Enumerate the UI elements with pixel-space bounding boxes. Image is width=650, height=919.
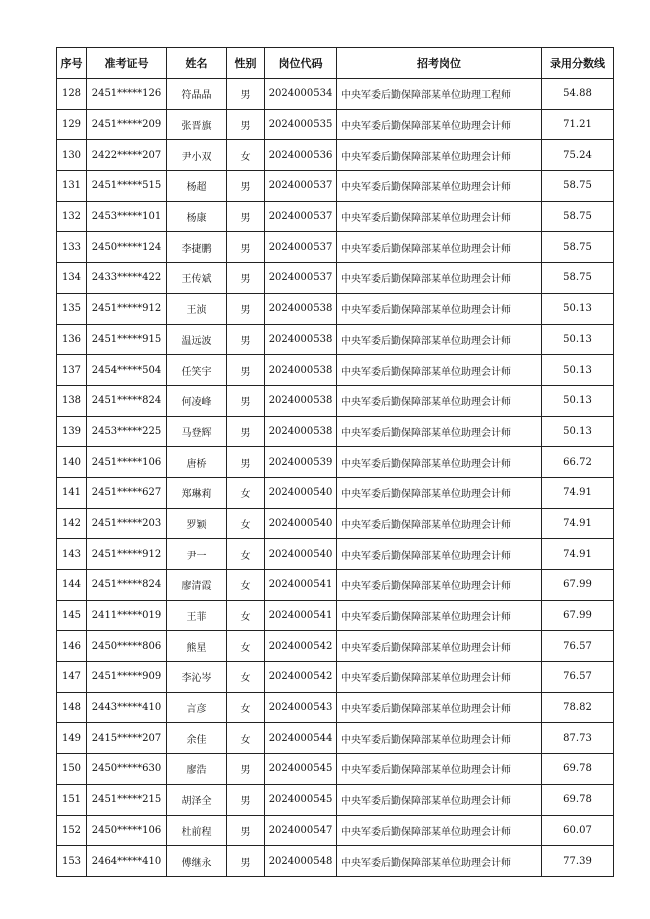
cell-exam-id: 2464*****410: [87, 846, 167, 877]
table-row: [57, 79, 614, 110]
cell-exam-id: 2451*****106: [87, 447, 167, 478]
cell-gender: 男: [227, 815, 265, 846]
cell-score: 75.24: [542, 140, 614, 171]
table-row: [57, 570, 614, 601]
cell-post: 中央军委后勤保障部某单位助理会计师: [337, 385, 542, 416]
cell-no: 136: [57, 324, 87, 355]
cell-name: 杨超: [167, 171, 227, 202]
cell-no: 150: [57, 754, 87, 785]
header-row: [57, 48, 614, 79]
cell-no: 137: [57, 355, 87, 386]
cell-post: 中央军委后勤保障部某单位助理会计师: [337, 631, 542, 662]
cell-gender: 男: [227, 171, 265, 202]
cell-post: 中央军委后勤保障部某单位助理会计师: [337, 846, 542, 877]
table-row: [57, 815, 614, 846]
cell-gender: 男: [227, 416, 265, 447]
cell-score: 50.13: [542, 324, 614, 355]
cell-exam-id: 2451*****627: [87, 477, 167, 508]
cell-exam-id: 2451*****203: [87, 508, 167, 539]
cell-post-code: 2024000541: [265, 570, 337, 601]
cell-score: 67.99: [542, 570, 614, 601]
cell-post: 中央军委后勤保障部某单位助理会计师: [337, 723, 542, 754]
cell-post: 中央军委后勤保障部某单位助理会计师: [337, 232, 542, 263]
cell-post-code: 2024000538: [265, 355, 337, 386]
cell-post-code: 2024000540: [265, 508, 337, 539]
cell-no: 147: [57, 662, 87, 693]
cell-name: 马登辉: [167, 416, 227, 447]
cell-no: 146: [57, 631, 87, 662]
table-row: [57, 600, 614, 631]
cell-score: 74.91: [542, 539, 614, 570]
cell-score: 58.75: [542, 232, 614, 263]
cell-no: 141: [57, 477, 87, 508]
cell-post-code: 2024000537: [265, 232, 337, 263]
header-exam-id: 准考证号: [87, 48, 167, 79]
cell-no: 148: [57, 692, 87, 723]
table-row: [57, 508, 614, 539]
header-score: 录用分数线: [542, 48, 614, 79]
cell-gender: 男: [227, 324, 265, 355]
cell-name: 余佳: [167, 723, 227, 754]
cell-no: 135: [57, 293, 87, 324]
table-body: [57, 79, 614, 877]
cell-exam-id: 2454*****504: [87, 355, 167, 386]
cell-post-code: 2024000538: [265, 416, 337, 447]
cell-score: 50.13: [542, 385, 614, 416]
cell-post: 中央军委后勤保障部某单位助理会计师: [337, 600, 542, 631]
table-row: [57, 171, 614, 202]
cell-post-code: 2024000544: [265, 723, 337, 754]
cell-post-code: 2024000537: [265, 263, 337, 294]
cell-no: 144: [57, 570, 87, 601]
header-post: 招考岗位: [337, 48, 542, 79]
cell-exam-id: 2450*****106: [87, 815, 167, 846]
header-name: 姓名: [167, 48, 227, 79]
cell-gender: 男: [227, 355, 265, 386]
cell-exam-id: 2451*****912: [87, 293, 167, 324]
cell-exam-id: 2433*****422: [87, 263, 167, 294]
cell-post-code: 2024000534: [265, 79, 337, 110]
cell-no: 134: [57, 263, 87, 294]
cell-gender: 女: [227, 692, 265, 723]
cell-name: 傅继永: [167, 846, 227, 877]
cell-score: 50.13: [542, 293, 614, 324]
cell-gender: 男: [227, 447, 265, 478]
cell-exam-id: 2451*****915: [87, 324, 167, 355]
cell-score: 76.57: [542, 631, 614, 662]
table-row: [57, 109, 614, 140]
cell-post: 中央军委后勤保障部某单位助理会计师: [337, 570, 542, 601]
cell-no: 140: [57, 447, 87, 478]
cell-name: 言彦: [167, 692, 227, 723]
cell-no: 131: [57, 171, 87, 202]
cell-post-code: 2024000548: [265, 846, 337, 877]
table-row: [57, 263, 614, 294]
cell-name: 李沁岑: [167, 662, 227, 693]
cell-name: 尹一: [167, 539, 227, 570]
cell-score: 60.07: [542, 815, 614, 846]
cell-post-code: 2024000535: [265, 109, 337, 140]
cell-gender: 男: [227, 201, 265, 232]
cell-post: 中央军委后勤保障部某单位助理会计师: [337, 293, 542, 324]
table-row: [57, 201, 614, 232]
cell-post-code: 2024000547: [265, 815, 337, 846]
table-row: [57, 662, 614, 693]
cell-exam-id: 2451*****824: [87, 385, 167, 416]
header-no: 序号: [57, 48, 87, 79]
cell-gender: 女: [227, 662, 265, 693]
cell-no: 128: [57, 79, 87, 110]
cell-exam-id: 2411*****019: [87, 600, 167, 631]
cell-name: 温远波: [167, 324, 227, 355]
cell-score: 66.72: [542, 447, 614, 478]
cell-gender: 女: [227, 570, 265, 601]
cell-name: 尹小双: [167, 140, 227, 171]
cell-exam-id: 2450*****124: [87, 232, 167, 263]
cell-exam-id: 2450*****806: [87, 631, 167, 662]
cell-post-code: 2024000543: [265, 692, 337, 723]
cell-score: 74.91: [542, 477, 614, 508]
cell-post: 中央军委后勤保障部某单位助理会计师: [337, 447, 542, 478]
table-row: [57, 539, 614, 570]
table-row: [57, 324, 614, 355]
cell-score: 87.73: [542, 723, 614, 754]
table-row: [57, 723, 614, 754]
cell-name: 唐桥: [167, 447, 227, 478]
header-post-code: 岗位代码: [265, 48, 337, 79]
cell-gender: 男: [227, 784, 265, 815]
cell-post-code: 2024000536: [265, 140, 337, 171]
table-row: [57, 293, 614, 324]
cell-name: 张晋旗: [167, 109, 227, 140]
cell-gender: 女: [227, 600, 265, 631]
cell-post-code: 2024000541: [265, 600, 337, 631]
cell-name: 王浈: [167, 293, 227, 324]
cell-score: 67.99: [542, 600, 614, 631]
table-row: [57, 846, 614, 877]
cell-no: 138: [57, 385, 87, 416]
cell-score: 58.75: [542, 171, 614, 202]
cell-name: 胡泽全: [167, 784, 227, 815]
cell-gender: 女: [227, 508, 265, 539]
cell-exam-id: 2451*****215: [87, 784, 167, 815]
cell-post: 中央军委后勤保障部某单位助理会计师: [337, 109, 542, 140]
cell-gender: 男: [227, 232, 265, 263]
cell-name: 杨康: [167, 201, 227, 232]
cell-post: 中央军委后勤保障部某单位助理会计师: [337, 416, 542, 447]
cell-name: 郑琳莉: [167, 477, 227, 508]
cell-gender: 男: [227, 293, 265, 324]
cell-post: 中央军委后勤保障部某单位助理会计师: [337, 140, 542, 171]
cell-exam-id: 2450*****630: [87, 754, 167, 785]
cell-exam-id: 2422*****207: [87, 140, 167, 171]
cell-exam-id: 2443*****410: [87, 692, 167, 723]
cell-no: 149: [57, 723, 87, 754]
cell-score: 77.39: [542, 846, 614, 877]
cell-post: 中央军委后勤保障部某单位助理会计师: [337, 324, 542, 355]
cell-name: 王菲: [167, 600, 227, 631]
cell-gender: 男: [227, 846, 265, 877]
cell-no: 133: [57, 232, 87, 263]
cell-post: 中央军委后勤保障部某单位助理会计师: [337, 539, 542, 570]
cell-gender: 女: [227, 477, 265, 508]
cell-exam-id: 2451*****824: [87, 570, 167, 601]
table-row: [57, 447, 614, 478]
cell-score: 69.78: [542, 784, 614, 815]
cell-post: 中央军委后勤保障部某单位助理会计师: [337, 263, 542, 294]
cell-score: 71.21: [542, 109, 614, 140]
table-row: [57, 754, 614, 785]
cell-post: 中央军委后勤保障部某单位助理会计师: [337, 355, 542, 386]
cell-exam-id: 2453*****101: [87, 201, 167, 232]
cell-score: 58.75: [542, 201, 614, 232]
cell-score: 76.57: [542, 662, 614, 693]
cell-post-code: 2024000537: [265, 201, 337, 232]
cell-post-code: 2024000538: [265, 324, 337, 355]
cell-post: 中央军委后勤保障部某单位助理工程师: [337, 79, 542, 110]
cell-post-code: 2024000540: [265, 477, 337, 508]
cell-name: 罗颖: [167, 508, 227, 539]
table-row: [57, 232, 614, 263]
cell-post-code: 2024000538: [265, 293, 337, 324]
cell-score: 58.75: [542, 263, 614, 294]
cell-name: 王传斌: [167, 263, 227, 294]
cell-post: 中央军委后勤保障部某单位助理会计师: [337, 815, 542, 846]
cell-gender: 女: [227, 723, 265, 754]
table-row: [57, 692, 614, 723]
cell-post: 中央军委后勤保障部某单位助理会计师: [337, 754, 542, 785]
cell-gender: 女: [227, 140, 265, 171]
table-row: [57, 477, 614, 508]
cell-score: 54.88: [542, 79, 614, 110]
cell-no: 139: [57, 416, 87, 447]
table-row: [57, 140, 614, 171]
cell-exam-id: 2453*****225: [87, 416, 167, 447]
cell-no: 132: [57, 201, 87, 232]
cell-score: 74.91: [542, 508, 614, 539]
cell-post-code: 2024000537: [265, 171, 337, 202]
cell-post-code: 2024000540: [265, 539, 337, 570]
cell-gender: 男: [227, 385, 265, 416]
cell-score: 78.82: [542, 692, 614, 723]
cell-name: 杜前程: [167, 815, 227, 846]
table-row: [57, 416, 614, 447]
cell-score: 50.13: [542, 355, 614, 386]
cell-no: 145: [57, 600, 87, 631]
cell-name: 廖清霞: [167, 570, 227, 601]
cell-name: 李捷鹏: [167, 232, 227, 263]
cell-no: 152: [57, 815, 87, 846]
table-row: [57, 631, 614, 662]
cell-post: 中央军委后勤保障部某单位助理会计师: [337, 692, 542, 723]
cell-gender: 女: [227, 539, 265, 570]
table-row: [57, 784, 614, 815]
cell-name: 廖浩: [167, 754, 227, 785]
cell-post: 中央军委后勤保障部某单位助理会计师: [337, 662, 542, 693]
cell-post: 中央军委后勤保障部某单位助理会计师: [337, 201, 542, 232]
cell-exam-id: 2451*****126: [87, 79, 167, 110]
cell-no: 130: [57, 140, 87, 171]
table-row: [57, 385, 614, 416]
cell-exam-id: 2415*****207: [87, 723, 167, 754]
cell-gender: 女: [227, 631, 265, 662]
cell-exam-id: 2451*****515: [87, 171, 167, 202]
header-gender: 性别: [227, 48, 265, 79]
cell-score: 50.13: [542, 416, 614, 447]
cell-gender: 男: [227, 109, 265, 140]
cell-gender: 男: [227, 263, 265, 294]
cell-post-code: 2024000538: [265, 385, 337, 416]
cell-name: 何凌峰: [167, 385, 227, 416]
cell-post-code: 2024000542: [265, 631, 337, 662]
cell-name: 符晶晶: [167, 79, 227, 110]
table-row: [57, 355, 614, 386]
cell-exam-id: 2451*****209: [87, 109, 167, 140]
cell-no: 143: [57, 539, 87, 570]
cell-no: 129: [57, 109, 87, 140]
cell-exam-id: 2451*****912: [87, 539, 167, 570]
cell-score: 69.78: [542, 754, 614, 785]
cell-no: 142: [57, 508, 87, 539]
cell-name: 熊星: [167, 631, 227, 662]
cell-post: 中央军委后勤保障部某单位助理会计师: [337, 508, 542, 539]
cell-post: 中央军委后勤保障部某单位助理会计师: [337, 784, 542, 815]
cell-no: 151: [57, 784, 87, 815]
results-table: [56, 47, 614, 877]
cell-gender: 男: [227, 754, 265, 785]
cell-post-code: 2024000545: [265, 784, 337, 815]
cell-post: 中央军委后勤保障部某单位助理会计师: [337, 171, 542, 202]
cell-exam-id: 2451*****909: [87, 662, 167, 693]
cell-gender: 男: [227, 79, 265, 110]
cell-post-code: 2024000542: [265, 662, 337, 693]
cell-post: 中央军委后勤保障部某单位助理会计师: [337, 477, 542, 508]
cell-post-code: 2024000539: [265, 447, 337, 478]
cell-post-code: 2024000545: [265, 754, 337, 785]
cell-no: 153: [57, 846, 87, 877]
cell-name: 任笑宇: [167, 355, 227, 386]
